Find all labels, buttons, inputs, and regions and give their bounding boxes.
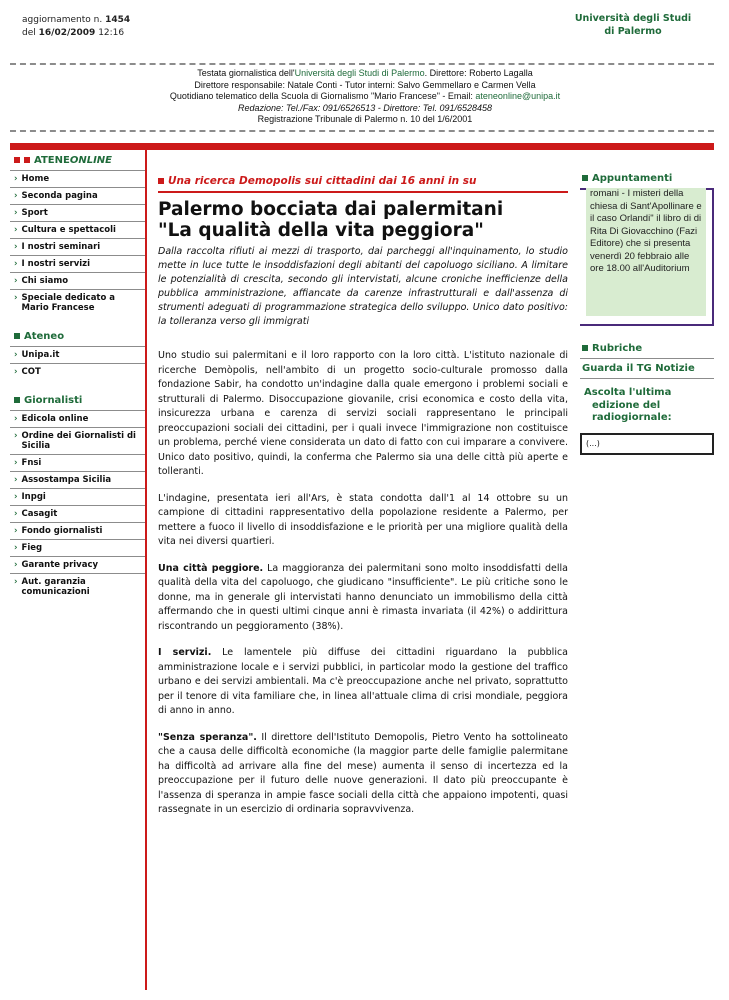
article-kicker [158, 175, 568, 187]
masthead-divider [10, 130, 714, 132]
radio-line2: edizione del radiogiornale: [592, 399, 672, 423]
nav-item-label: Ordine dei Giornalisti di Sicilia [21, 431, 136, 451]
paragraph-text: Il direttore dell'Istituto Demopolis, Pietro Vento ha sottolineato che a causa delle difficoltà economiche (la maggior parte delle famiglie palermitane ha difficoltà ad arrivare alla fine del mese) aumenta il senso di incertezza ed la preoccupazione per il futuro delle nuove generazioni. Il dato più preoccupante è l'assenza di speranza in ampie fasce sociali della città che appaiono impotenti, quasi rassegnate in un esercizio di ordinaria sopravvivenza. [158, 731, 568, 815]
nav-item-label: Chi siamo [21, 276, 69, 286]
nav-item-giornalisti-8[interactable] [10, 556, 146, 573]
bullet-icon [582, 345, 588, 351]
chevron-right-icon: › [14, 208, 18, 218]
article-lead: Dalla raccolta rifiuti ai mezzi di trasporto, dai parcheggi all'inquinamento, lo studio mette in luce tutte le insoddisfazioni degli abitanti del capoluogo siciliano. A limitare le potenzialità di crescita, secondo gli intervistati, alcune croniche inefficienze della pubblica amministrazione, affiancate da carenze infrastrutturali e dall'assenza di strumenti adeguati di programmazione strategica dello sviluppo. Unico dato positivo: la tolleranza verso gli immigrati [158, 246, 568, 327]
kicker-rule [158, 191, 568, 193]
appuntamenti-text: romani - I misteri della chiesa di Sant'Apollinare e il caso Orlandi" il libro di di Rita Di Giovacchino (Fazi Editore) che si presenta venerdì 20 febbraio alle ore 18.00 all'Auditorium [590, 188, 702, 274]
bullet-icon [14, 397, 20, 403]
article-paragraph [158, 646, 568, 719]
nav-item-main-0[interactable] [10, 170, 146, 187]
nav-item-label: Home [21, 174, 50, 184]
chevron-right-icon: › [14, 509, 18, 519]
nav-item-main-3[interactable] [10, 221, 146, 238]
nav-giornalisti-heading [10, 390, 146, 410]
radio-player[interactable] [580, 433, 714, 455]
masthead-line4: Redazione: Tel./Fax: 091/6526513 - Direttore: Tel. 091/6528458 [237, 102, 492, 113]
nav-item-giornalisti-3[interactable] [10, 471, 146, 488]
masthead-email-link[interactable]: ateneonline@unipa.it [475, 91, 561, 102]
title-line1: Palermo bocciata dai palermitani [158, 199, 504, 220]
page-header [0, 0, 729, 60]
chevron-right-icon: › [14, 242, 18, 252]
university-line1: Università degli Studi [574, 13, 692, 24]
bullet-icon [158, 178, 164, 184]
masthead-line1-pre: Testata giornalistica dell' [197, 68, 295, 78]
nav-item-main-2[interactable] [10, 204, 146, 221]
chevron-right-icon: › [14, 350, 18, 360]
paragraph-text: La maggioranza dei palermitani sono molto insoddisfatti della qualità della vita del capoluogo, che giudicano "insufficiente". Le più critiche sono le donne, ma in generale gli intervistati hanno denunciato un immobilismo della città affermando che in questi ultimi cinque anni è rimasta invariata (il 42%) o addirittura riscontrando un peggioramento (38%). [158, 562, 569, 632]
bullet-icon [14, 333, 20, 339]
radio-label [580, 379, 714, 425]
nav-item-giornalisti-0[interactable] [10, 410, 146, 427]
appuntamenti-box[interactable] [580, 188, 714, 326]
university-line2: di Palermo [604, 26, 662, 37]
date-label: del [22, 28, 36, 38]
paragraph-heading: I servizi. [158, 647, 212, 658]
nav-item-label: Aut. garanzia comunicazioni [21, 577, 90, 597]
nav-item-label: Fnsi [21, 458, 42, 468]
masthead-line5: Registrazione Tribunale di Palermo n. 10 del 1/6/2001 [257, 114, 473, 125]
nav-item-ateneo-1[interactable] [10, 363, 146, 380]
chevron-right-icon: › [14, 431, 18, 441]
rubriche-heading [580, 338, 714, 358]
nav-item-giornalisti-2[interactable] [10, 454, 146, 471]
top-divider [10, 63, 714, 65]
nav-item-label: Garante privacy [21, 560, 99, 570]
radio-line1: Ascolta l'ultima [584, 387, 672, 398]
giornalisti-title: Giornalisti [24, 394, 83, 406]
masthead-line1-post: . Direttore: Roberto Lagalla [424, 68, 533, 78]
chevron-right-icon: › [14, 259, 18, 269]
chevron-right-icon: › [14, 458, 18, 468]
nav-item-main-1[interactable] [10, 187, 146, 204]
update-time: 12:16 [98, 28, 125, 38]
masthead-line2: Direttore responsabile: Natale Conti - Tutor interni: Salvo Gemmellaro e Carmen Vella [194, 79, 536, 90]
update-info [22, 14, 130, 40]
nav-item-label: Sport [21, 208, 48, 218]
masthead-line3-pre: Quotidiano telematico della Scuola di Giornalismo "Mario Francese" - Email: [169, 91, 476, 102]
nav-divider [145, 150, 147, 990]
chevron-right-icon: › [14, 492, 18, 502]
article-paragraph [158, 562, 568, 635]
appuntamenti-title: Appuntamenti [592, 172, 673, 184]
chevron-right-icon: › [14, 414, 18, 424]
nav-item-label: Seconda pagina [21, 191, 98, 201]
bullet-icon [14, 157, 20, 163]
nav-item-label: Inpgi [21, 492, 46, 502]
nav-item-ateneo-0[interactable] [10, 346, 146, 363]
nav-item-giornalisti-6[interactable] [10, 522, 146, 539]
bullet-icon [582, 175, 588, 181]
nav-item-label: Speciale dedicato a Mario Francese [21, 293, 116, 313]
paragraph-heading: Una città peggiore. [158, 562, 264, 574]
chevron-right-icon: › [14, 475, 18, 485]
player-text: (...) [586, 438, 600, 448]
nav-item-label: COT [21, 367, 41, 377]
article-paragraph: Uno studio sui palermitani e il loro rapporto con la loro città. L'istituto nazionale di ricerche Demòpolis, nell'ambito di un progetto socio-culturale promosso dalla fondazione Sabir, ha condotto un'indagine dalla quale emergono i problemi sociali e strutturali di Palermo. Disoccupazione giovanile, crisi economica e costo della vita, insicurezza urbana e carenza di servizi sociali rappresentano le principali preoccupazioni sociali dei cittadini, per i quali invece l'immigrazione non costituisce un problema, perché viene considerata un dato di fatto con cui imparare a convivere. Unico dato positivo, quindi, la conferma che Palermo sia una delle città più aperte e tolleranti. [158, 350, 568, 477]
nav-item-main-4[interactable] [10, 238, 146, 255]
chevron-right-icon: › [14, 174, 18, 184]
nav-item-label: I nostri seminari [21, 242, 101, 252]
title-line2: "La qualità della vita peggiora" [158, 220, 484, 241]
article-title [158, 199, 568, 241]
nav-item-giornalisti-9[interactable] [10, 573, 146, 600]
update-label: aggiornamento n. [22, 15, 103, 25]
update-date: 16/02/2009 [38, 28, 96, 38]
nav-brand [10, 150, 146, 170]
bullet-icon [24, 157, 30, 163]
nav-item-label: Casagit [21, 509, 58, 519]
tg-notizie-link[interactable]: Guarda il TG Notizie [582, 363, 695, 374]
nav-item-label: Fondo giornalisti [21, 526, 103, 536]
article [158, 175, 568, 818]
kicker-text: Una ricerca Demopolis sui cittadini dai 16 anni in su [168, 175, 477, 187]
chevron-right-icon: › [14, 293, 18, 303]
nav-item-label: I nostri servizi [21, 259, 91, 269]
nav-item-main-6[interactable] [10, 272, 146, 289]
chevron-right-icon: › [14, 577, 18, 587]
nav-item-main-5[interactable] [10, 255, 146, 272]
ateneo-title: Ateneo [24, 330, 65, 342]
nav-item-main-7[interactable] [10, 289, 146, 316]
nav-item-giornalisti-7[interactable] [10, 539, 146, 556]
chevron-right-icon: › [14, 225, 18, 235]
update-number: 1454 [105, 15, 131, 25]
paragraph-heading: "Senza speranza". [158, 731, 257, 743]
appuntamenti-scroller[interactable] [586, 188, 706, 316]
article-paragraph [158, 731, 568, 818]
chevron-right-icon: › [14, 276, 18, 286]
nav-item-giornalisti-4[interactable] [10, 488, 146, 505]
nav-main-list [10, 170, 146, 316]
chevron-right-icon: › [14, 526, 18, 536]
nav-ateneo-heading [10, 326, 146, 346]
university-link[interactable] [563, 12, 703, 38]
left-nav [10, 150, 146, 600]
nav-item-label: Cultura e spettacoli [21, 225, 116, 235]
article-paragraph: L'indagine, presentata ieri all'Ars, è stata condotta dall'1 al 14 ottobre su un campione di cittadini rappresentativo della popolazione residente a Palermo, per mettere a fuoco il livello di insoddisfazione e le priorità per una migliore qualità della vita nei diversi quartieri. [158, 492, 568, 547]
nav-ateneo-list [10, 346, 146, 380]
red-banner-bar [10, 143, 714, 150]
brand-suffix: ONLINE [69, 154, 112, 166]
nav-item-label: Assostampa Sicilia [21, 475, 112, 485]
masthead [60, 68, 670, 126]
nav-giornalisti-list [10, 410, 146, 600]
chevron-right-icon: › [14, 560, 18, 570]
masthead-university-link[interactable]: Università degli Studi di Palermo [294, 68, 425, 78]
nav-item-label: Unipa.it [21, 350, 60, 360]
nav-item-giornalisti-5[interactable] [10, 505, 146, 522]
brand-prefix: ATENE [34, 154, 70, 166]
nav-item-giornalisti-1[interactable] [10, 427, 146, 454]
rubriche-title: Rubriche [592, 342, 643, 354]
paragraph-text: Le lamentele più diffuse dei cittadini riguardano la pubblica amministrazione locale e i servizi pubblici, in particolar modo la gestione del traffico urbano e dei servizi ambientali. Ma c'è preoccupazione anche nel privato, soprattutto per il tenore di vita familiare che, in linea all'attuale clima di crisi mondiale, peggiora di anno in anno. [158, 647, 568, 716]
chevron-right-icon: › [14, 191, 18, 201]
nav-item-label: Fieg [21, 543, 43, 553]
appuntamenti-heading [580, 168, 714, 188]
masthead-line1 [60, 68, 670, 80]
chevron-right-icon: › [14, 543, 18, 553]
chevron-right-icon: › [14, 367, 18, 377]
masthead-line3 [60, 91, 670, 103]
right-sidebar [580, 168, 714, 455]
nav-item-label: Edicola online [21, 414, 89, 424]
